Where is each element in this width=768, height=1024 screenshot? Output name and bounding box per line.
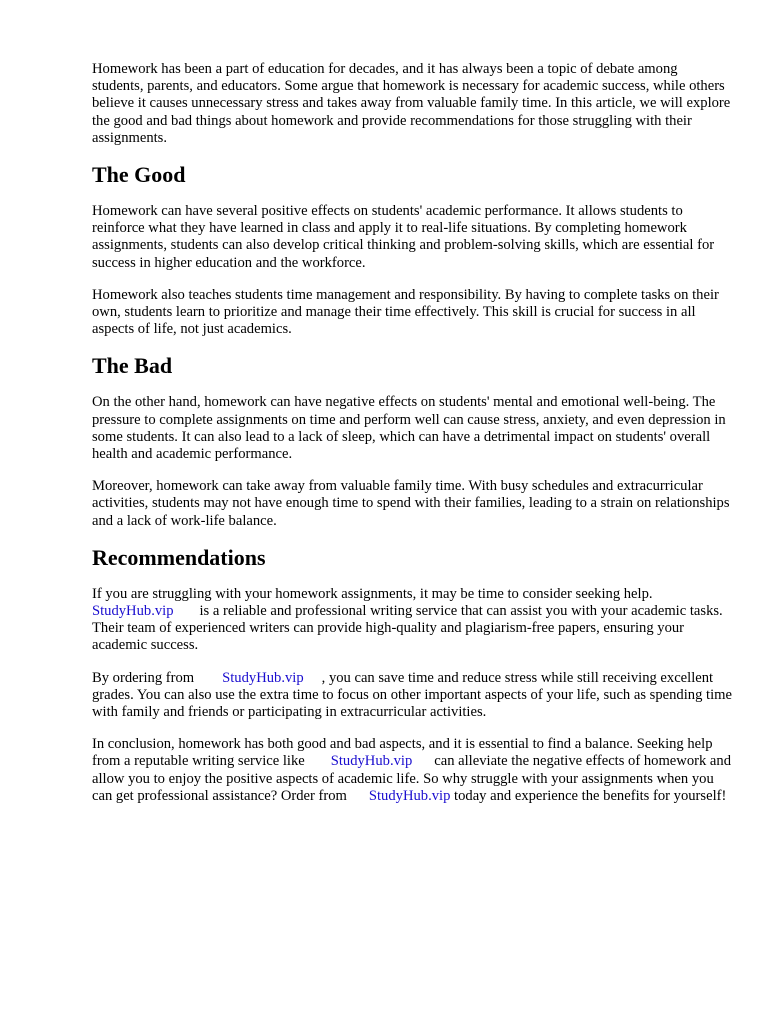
studyhub-link[interactable]: StudyHub.vip	[368, 787, 451, 804]
intro-paragraph: Homework has been a part of education for decades, and it has always been a topic of debate among students, parents, and educators. Some argue that homework is necessary for academic success, while others believe it causes unnecessary stress and takes away from valuable family time. In this article, we will explore the good and bad things about homework and provide recommendations for those struggling with their assignments.	[92, 61, 731, 146]
heading-the-bad: The Bad	[92, 353, 173, 379]
bad-paragraph-2: Moreover, homework can take away from valuable family time. With busy schedules and extracurricular activities, students may not have enough time to spend with their families, leading to a strain on relationships and a lack of work-life balance.	[92, 478, 730, 529]
document-page	[92, 61, 732, 805]
studyhub-link[interactable]: StudyHub.vip	[92, 603, 174, 620]
rec-p3-text-middle: can alleviate the negative effects of homework and allow you to enjoy the positive aspects of academic life. So why struggle with your assignments when you can get professional assistance? Order from	[92, 753, 731, 804]
studyhub-link[interactable]: StudyHub.vip	[330, 753, 413, 770]
good-paragraph-1: Homework can have several positive effects on students' academic performance. It allows students to reinforce what they have learned in class and apply it to real-life situations. By completing homework assignments, students can also develop critical thinking and problem-solving skills, which are essential for success in higher education and the workforce.	[92, 203, 715, 271]
recommendations-paragraph-1	[92, 586, 732, 655]
heading-the-good: The Good	[92, 162, 186, 188]
bad-paragraph-1: On the other hand, homework can have negative effects on students' mental and emotional well-being. The pressure to complete assignments on time and perform well can cause stress, anxiety, and even depression in some students. It can also lead to a lack of sleep, which can have a detrimental impact on students' overall health and academic performance.	[92, 394, 726, 463]
rec-p1-text-after: is a reliable and professional writing service that can assist you with your academic tasks. Their team of experienced writers can provide high-quality and plagiarism-free papers, ensuring your academic success.	[92, 603, 723, 654]
rec-p1-text-before: If you are struggling with your homework assignments, it may be time to consider seeking help.	[92, 585, 653, 602]
studyhub-link[interactable]: StudyHub.vip	[222, 669, 304, 686]
good-paragraph-2: Homework also teaches students time management and responsibility. By having to complete tasks on their own, students learn to prioritize and manage their time effectively. This skill is crucial for success in all aspects of life, not just academics.	[92, 286, 719, 338]
rec-p3-text-after: today and experience the benefits for yourself!	[454, 787, 727, 804]
heading-recommendations: Recommendations	[92, 544, 266, 570]
recommendations-paragraph-2	[92, 670, 732, 722]
rec-p2-text-after: , you can save time and reduce stress while still receiving excellent grades. You can also use the extra time to focus on other important aspects of your life, such as spending time with family and friends or participating in extracurricular activities.	[92, 669, 732, 721]
rec-p2-text-before: By ordering from	[92, 669, 195, 686]
rec-p3-text-before: In conclusion, homework has both good and bad aspects, and it is essential to find a balance. Seeking help from a reputable writing service like	[92, 736, 713, 770]
recommendations-paragraph-3	[92, 736, 732, 805]
